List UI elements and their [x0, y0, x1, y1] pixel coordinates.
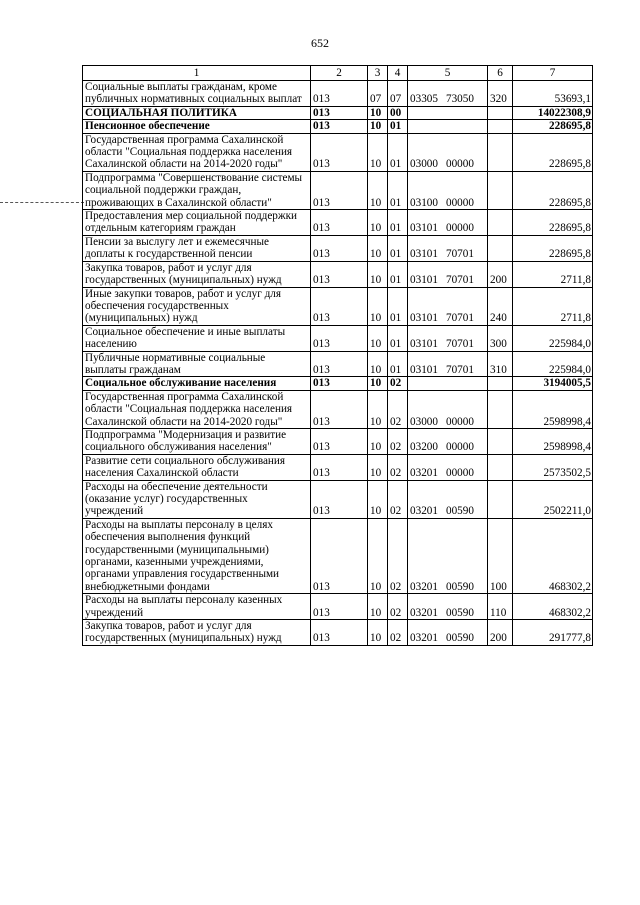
target-article-direction: 00590: [445, 505, 474, 518]
target-article-cell: [408, 390, 488, 428]
expense-type-cell: 300: [488, 325, 513, 351]
target-article-cell: [408, 594, 488, 620]
admin-code-cell: 013: [311, 480, 368, 518]
name-cell: Социальные выплаты гражданам, кроме публичных нормативных социальных выплат: [83, 81, 311, 107]
admin-code-cell: 013: [311, 133, 368, 171]
table-row: [83, 594, 593, 620]
admin-code-cell: 013: [311, 620, 368, 646]
target-article-program: 03201: [410, 467, 438, 480]
section-code-cell: 10: [368, 428, 388, 454]
admin-code-cell: 013: [311, 325, 368, 351]
target-article-cell: [408, 81, 488, 107]
target-article-direction: 00000: [445, 467, 474, 480]
name-cell: Государственная программа Сахалинской области "Социальная поддержка населения Сахалинской области на 2014-2020 годы": [83, 133, 311, 171]
table-row: [83, 106, 593, 119]
table-row: [83, 120, 593, 133]
header-cell: 3: [368, 66, 388, 81]
subsection-code-cell: 02: [388, 594, 408, 620]
expense-type-cell: 320: [488, 81, 513, 107]
target-article-cell: [408, 235, 488, 261]
table-row: [83, 261, 593, 287]
subsection-code-cell: 01: [388, 235, 408, 261]
amount-cell: 2598998,4: [513, 428, 593, 454]
table-row: [83, 325, 593, 351]
admin-code-cell: 013: [311, 518, 368, 593]
target-article-cell: [408, 106, 488, 119]
target-article-cell: [408, 518, 488, 593]
section-code-cell: 10: [368, 120, 388, 133]
target-article-program: 03305: [410, 93, 438, 106]
name-cell: Государственная программа Сахалинской области "Социальная поддержка населения Сахалинской области на 2014-2020 годы": [83, 390, 311, 428]
section-code-cell: 10: [368, 261, 388, 287]
amount-cell: 228695,8: [513, 235, 593, 261]
table-row: [83, 235, 593, 261]
expense-type-cell: 240: [488, 287, 513, 325]
admin-code-cell: 013: [311, 261, 368, 287]
subsection-code-cell: 01: [388, 133, 408, 171]
admin-code-cell: 013: [311, 377, 368, 390]
subsection-code-cell: 01: [388, 325, 408, 351]
subsection-code-cell: 02: [388, 620, 408, 646]
target-article-direction: 00000: [445, 415, 474, 428]
admin-code-cell: 013: [311, 235, 368, 261]
subsection-code-cell: 01: [388, 261, 408, 287]
expense-type-cell: [488, 210, 513, 236]
target-article-program: 03101: [410, 338, 438, 351]
table-row: [83, 210, 593, 236]
table-row: [83, 81, 593, 107]
target-article-program: 03000: [410, 415, 438, 428]
expense-type-cell: [488, 120, 513, 133]
table-row: [83, 390, 593, 428]
subsection-code-cell: 00: [388, 106, 408, 119]
name-cell: Социальное обслуживание населения: [83, 377, 311, 390]
target-article-program: 03000: [410, 158, 438, 171]
name-cell: Пенсии за выслугу лет и ежемесячные доплаты к государственной пенсии: [83, 235, 311, 261]
target-article-direction: 00000: [445, 196, 474, 209]
section-code-cell: 10: [368, 390, 388, 428]
amount-cell: 225984,0: [513, 351, 593, 377]
target-article-direction: 00000: [445, 222, 474, 235]
header-cell: 6: [488, 66, 513, 81]
section-code-cell: 10: [368, 480, 388, 518]
target-article-program: 03101: [410, 363, 438, 376]
expense-type-cell: [488, 390, 513, 428]
section-code-cell: 10: [368, 377, 388, 390]
target-article-cell: [408, 351, 488, 377]
subsection-code-cell: 01: [388, 210, 408, 236]
admin-code-cell: 013: [311, 171, 368, 209]
table-row: [83, 454, 593, 480]
admin-code-cell: 013: [311, 81, 368, 107]
target-article-direction: 70701: [445, 338, 474, 351]
target-article-direction: 73050: [445, 93, 474, 106]
table-row: [83, 428, 593, 454]
expense-type-cell: 110: [488, 594, 513, 620]
admin-code-cell: 013: [311, 106, 368, 119]
expense-type-cell: [488, 454, 513, 480]
budget-table: [82, 65, 593, 646]
amount-cell: 291777,8: [513, 620, 593, 646]
target-article-program: 03101: [410, 222, 438, 235]
section-code-cell: 10: [368, 171, 388, 209]
target-article-program: 03100: [410, 196, 438, 209]
target-article-program: 03201: [410, 632, 438, 645]
section-code-cell: 10: [368, 518, 388, 593]
target-article-program: 03101: [410, 248, 438, 261]
header-row: [83, 66, 593, 81]
amount-cell: 225984,0: [513, 325, 593, 351]
target-article-cell: [408, 133, 488, 171]
table-row: [83, 287, 593, 325]
section-code-cell: 10: [368, 235, 388, 261]
target-article-cell: [408, 428, 488, 454]
name-cell: Публичные нормативные социальные выплаты гражданам: [83, 351, 311, 377]
subsection-code-cell: 02: [388, 480, 408, 518]
target-article-cell: [408, 120, 488, 133]
amount-cell: 2598998,4: [513, 390, 593, 428]
target-article-direction: 70701: [445, 248, 474, 261]
header-cell: 2: [311, 66, 368, 81]
section-code-cell: 10: [368, 454, 388, 480]
target-article-program: 03201: [410, 606, 438, 619]
expense-type-cell: [488, 377, 513, 390]
amount-cell: 2711,8: [513, 287, 593, 325]
scan-artifact-line: [0, 202, 84, 203]
name-cell: Закупка товаров, работ и услуг для государственных (муниципальных) нужд: [83, 620, 311, 646]
admin-code-cell: 013: [311, 351, 368, 377]
header-cell: 4: [388, 66, 408, 81]
name-cell: Подпрограмма "Совершенствование системы социальной поддержки граждан, проживающих в Сахалинской области": [83, 171, 311, 209]
expense-type-cell: [488, 106, 513, 119]
subsection-code-cell: 01: [388, 287, 408, 325]
subsection-code-cell: 01: [388, 351, 408, 377]
target-article-direction: 00590: [445, 580, 474, 593]
name-cell: Социальное обеспечение и иные выплаты населению: [83, 325, 311, 351]
amount-cell: 228695,8: [513, 210, 593, 236]
header-cell: 7: [513, 66, 593, 81]
subsection-code-cell: 01: [388, 120, 408, 133]
name-cell: СОЦИАЛЬНАЯ ПОЛИТИКА: [83, 106, 311, 119]
amount-cell: 2502211,0: [513, 480, 593, 518]
table-row: [83, 133, 593, 171]
expense-type-cell: [488, 133, 513, 171]
section-code-cell: 10: [368, 351, 388, 377]
amount-cell: 14022308,9: [513, 106, 593, 119]
subsection-code-cell: 02: [388, 377, 408, 390]
admin-code-cell: 013: [311, 454, 368, 480]
amount-cell: 53693,1: [513, 81, 593, 107]
subsection-code-cell: 02: [388, 390, 408, 428]
target-article-direction: 70701: [445, 312, 474, 325]
target-article-direction: 70701: [445, 274, 474, 287]
target-article-direction: 00000: [445, 158, 474, 171]
header-cell: 1: [83, 66, 311, 81]
section-code-cell: 10: [368, 210, 388, 236]
amount-cell: 2711,8: [513, 261, 593, 287]
section-code-cell: 10: [368, 106, 388, 119]
target-article-cell: [408, 325, 488, 351]
section-code-cell: 10: [368, 620, 388, 646]
table-row: [83, 620, 593, 646]
name-cell: Расходы на выплаты персоналу казенных учреждений: [83, 594, 311, 620]
section-code-cell: 10: [368, 133, 388, 171]
target-article-program: 03201: [410, 580, 438, 593]
subsection-code-cell: 02: [388, 454, 408, 480]
table-row: [83, 518, 593, 593]
target-article-cell: [408, 377, 488, 390]
expense-type-cell: [488, 171, 513, 209]
table-row: [83, 480, 593, 518]
subsection-code-cell: 01: [388, 171, 408, 209]
amount-cell: 2573502,5: [513, 454, 593, 480]
admin-code-cell: 013: [311, 594, 368, 620]
section-code-cell: 07: [368, 81, 388, 107]
target-article-cell: [408, 210, 488, 236]
table-row: [83, 377, 593, 390]
amount-cell: 3194005,5: [513, 377, 593, 390]
admin-code-cell: 013: [311, 287, 368, 325]
header-cell: 5: [408, 66, 488, 81]
expense-type-cell: 200: [488, 261, 513, 287]
target-article-cell: [408, 454, 488, 480]
admin-code-cell: 013: [311, 390, 368, 428]
expense-type-cell: [488, 235, 513, 261]
amount-cell: 228695,8: [513, 120, 593, 133]
admin-code-cell: 013: [311, 428, 368, 454]
amount-cell: 468302,2: [513, 518, 593, 593]
expense-type-cell: 310: [488, 351, 513, 377]
expense-type-cell: [488, 428, 513, 454]
table-row: [83, 171, 593, 209]
subsection-code-cell: 02: [388, 518, 408, 593]
name-cell: Расходы на обеспечение деятельности (оказание услуг) государственных учреждений: [83, 480, 311, 518]
target-article-direction: 00590: [445, 632, 474, 645]
target-article-cell: [408, 287, 488, 325]
subsection-code-cell: 02: [388, 428, 408, 454]
section-code-cell: 10: [368, 325, 388, 351]
target-article-cell: [408, 620, 488, 646]
target-article-program: 03101: [410, 312, 438, 325]
section-code-cell: 10: [368, 594, 388, 620]
name-cell: Развитие сети социального обслуживания населения Сахалинской области: [83, 454, 311, 480]
target-article-cell: [408, 480, 488, 518]
target-article-cell: [408, 171, 488, 209]
admin-code-cell: 013: [311, 120, 368, 133]
page-number: 652: [311, 36, 329, 50]
target-article-program: 03200: [410, 441, 438, 454]
subsection-code-cell: 07: [388, 81, 408, 107]
amount-cell: 468302,2: [513, 594, 593, 620]
name-cell: Подпрограмма "Модернизация и развитие социального обслуживания населения": [83, 428, 311, 454]
target-article-program: 03201: [410, 505, 438, 518]
target-article-program: 03101: [410, 274, 438, 287]
section-code-cell: 10: [368, 287, 388, 325]
amount-cell: 228695,8: [513, 171, 593, 209]
name-cell: Иные закупки товаров, работ и услуг для обеспечения государственных (муниципальных) нужд: [83, 287, 311, 325]
admin-code-cell: 013: [311, 210, 368, 236]
name-cell: Расходы на выплаты персоналу в целях обеспечения выполнения функций государственными (муниципальными) органами, казенными учреждениями, органами управления государственными внебюджетными фондами: [83, 518, 311, 593]
expense-type-cell: 200: [488, 620, 513, 646]
target-article-direction: 70701: [445, 363, 474, 376]
name-cell: Закупка товаров, работ и услуг для государственных (муниципальных) нужд: [83, 261, 311, 287]
table-row: [83, 351, 593, 377]
target-article-direction: 00590: [445, 606, 474, 619]
name-cell: Пенсионное обеспечение: [83, 120, 311, 133]
amount-cell: 228695,8: [513, 133, 593, 171]
target-article-cell: [408, 261, 488, 287]
expense-type-cell: 100: [488, 518, 513, 593]
name-cell: Предоставления мер социальной поддержки отдельным категориям граждан: [83, 210, 311, 236]
target-article-direction: 00000: [445, 441, 474, 454]
expense-type-cell: [488, 480, 513, 518]
